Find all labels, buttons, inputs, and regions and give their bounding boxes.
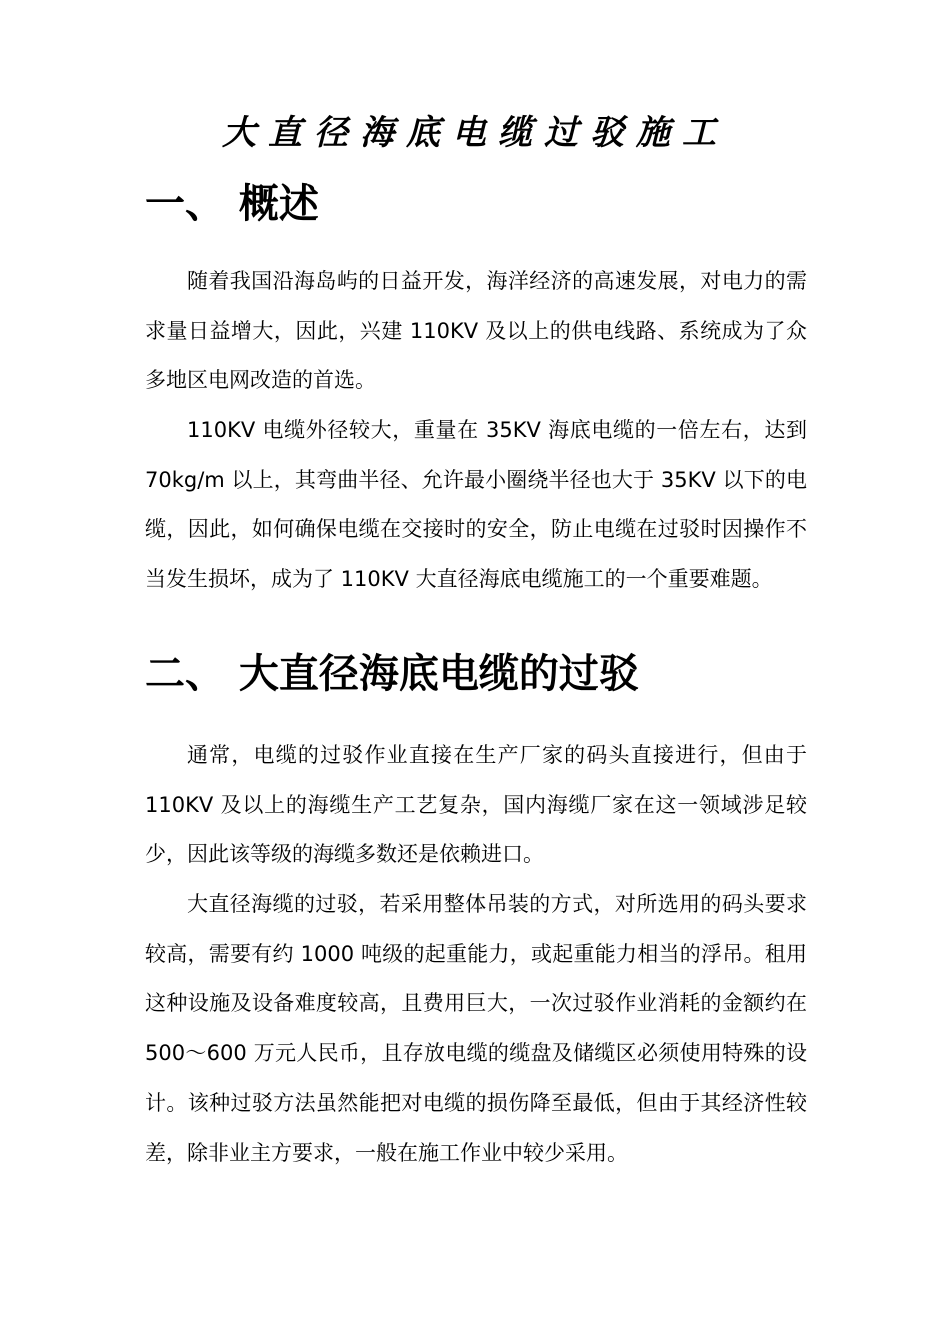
document-title: 大直径海底电缆过驳施工 bbox=[222, 113, 728, 153]
section-heading-overview: 一、 概述 bbox=[145, 181, 319, 227]
body-paragraph: 随着我国沿海岛屿的日益开发，海洋经济的高速发展，对电力的需求量日益增大，因此，兴建 110KV 及以上的供电线路、系统成为了众多地区电网改造的首选。 bbox=[145, 269, 807, 393]
body-paragraph: 110KV 电缆外径较大，重量在 35KV 海底电缆的一倍左右，达到 70kg/m 以上，其弯曲半径、允许最小圈绕半径也大于 35KV 以下的电缆，因此，如何确保电缆在交接时的安全，防止电缆在过驳时因操作不当发生损坏，成为了 110KV 大直径海底电缆施工的一个重要难题。 bbox=[145, 418, 807, 592]
body-paragraph: 大直径海缆的过驳，若采用整体吊装的方式，对所选用的码头要求较高，需要有约 1000 吨级的起重能力，或起重能力相当的浮吊。租用这种设施及设备难度较高，且费用巨大，一次过驳作业消耗的金额约在 500～600 万元人民币，且存放电缆的缆盘及储缆区必须使用特殊的设计。该种过驳方法虽然能把对电缆的损伤降至最低，但由于其经济性较差，除非业主方要求，一般在施工作业中较少采用。 bbox=[145, 892, 807, 1165]
section-heading-cable-transfer: 二、 大直径海底电缆的过驳 bbox=[145, 651, 639, 697]
body-paragraph: 通常，电缆的过驳作业直接在生产厂家的码头直接进行，但由于110KV 及以上的海缆生产工艺复杂，国内海缆厂家在这一领域涉足较少，因此该等级的海缆多数还是依赖进口。 bbox=[145, 743, 807, 867]
